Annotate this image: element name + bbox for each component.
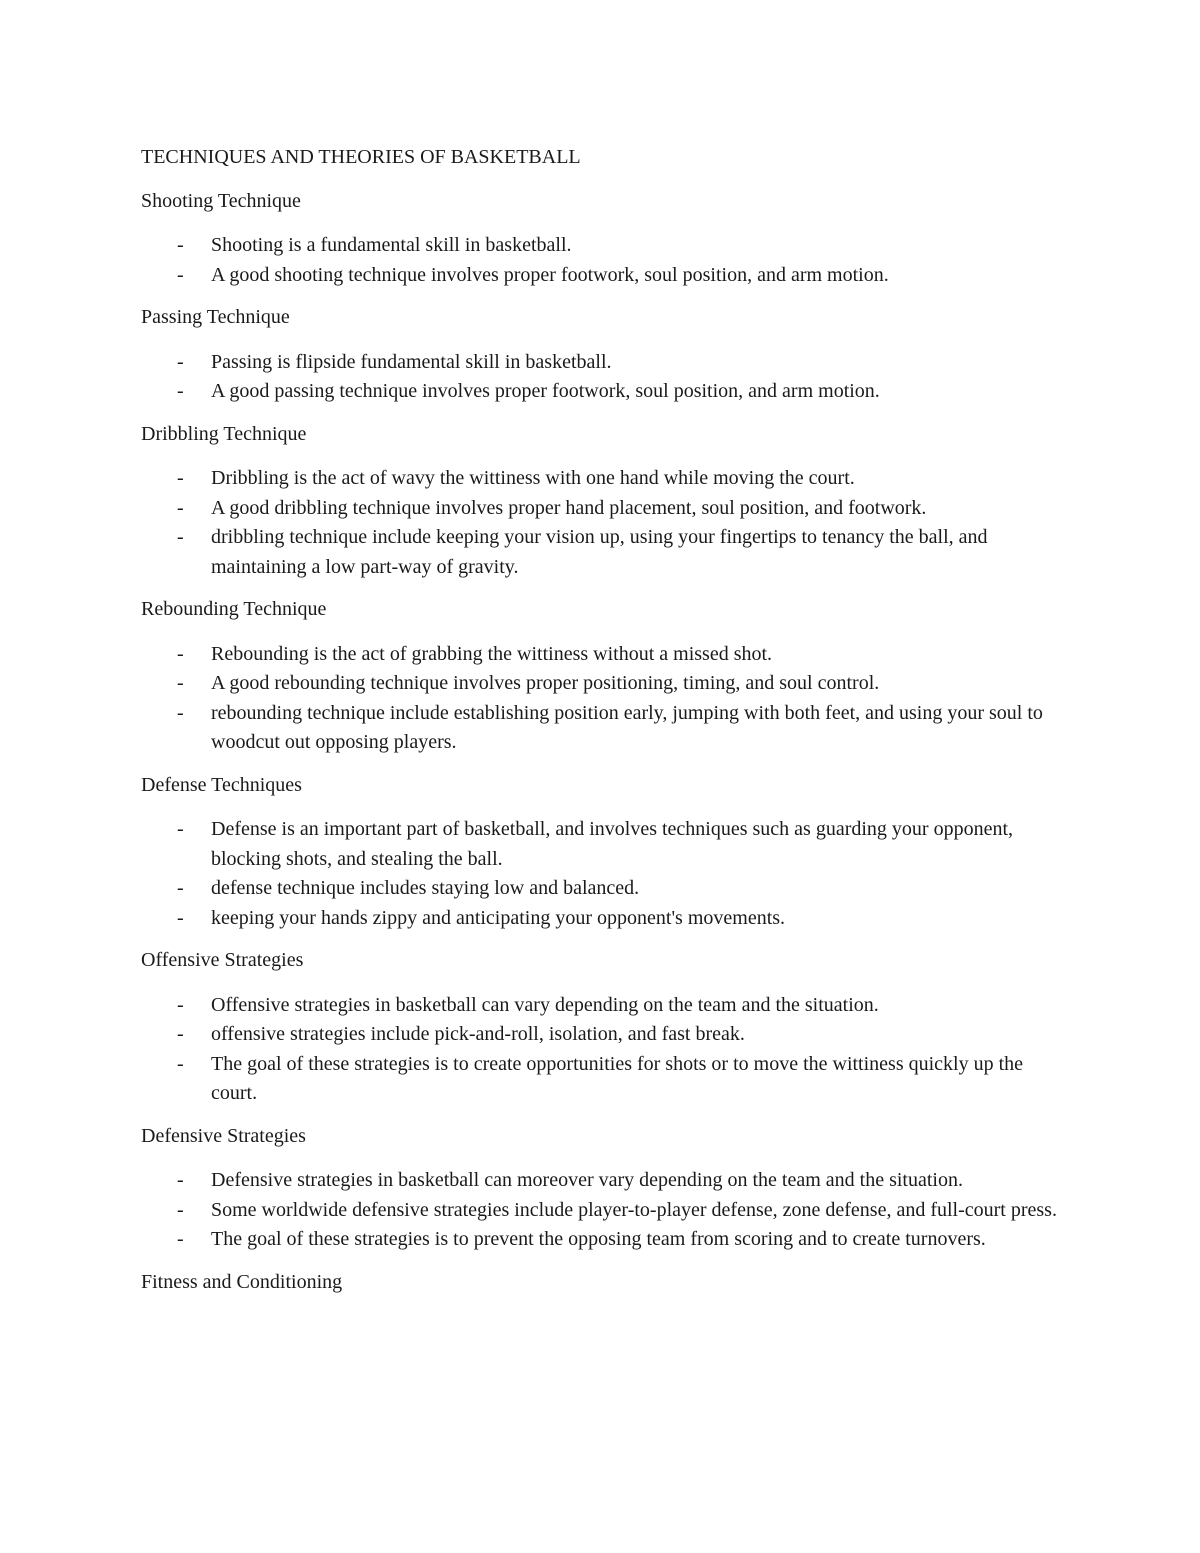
bullet-text: A good dribbling technique involves proper hand placement, soul position, and footwork.: [211, 496, 927, 519]
section-heading: Rebounding Technique: [141, 598, 327, 620]
bullet-list: [141, 815, 1071, 933]
bullet-item: [141, 1020, 1071, 1050]
section-heading: Offensive Strategies: [141, 949, 304, 971]
document-body: [141, 187, 1071, 1298]
bullet-dash: -: [177, 701, 184, 724]
bullet-dash: -: [177, 350, 184, 373]
document-page: [141, 143, 1071, 1312]
bullet-list: [141, 991, 1071, 1109]
bullet-item: [141, 991, 1071, 1021]
bullet-item: [141, 1225, 1071, 1255]
bullet-text: Passing is flipside fundamental skill in basketball.: [211, 350, 612, 373]
bullet-item: [141, 904, 1071, 934]
section: [141, 303, 1071, 407]
bullet-list: [141, 464, 1071, 582]
bullet-text: dribbling technique include keeping your vision up, using your fingertips to tenancy the ball, and maintaining a low part-way of gravity.: [211, 526, 988, 578]
bullet-dash: -: [177, 642, 184, 665]
section-heading: Dribbling Technique: [141, 422, 307, 445]
bullet-dash: -: [177, 818, 184, 840]
section-heading: Defense Techniques: [141, 773, 302, 796]
bullet-text: Offensive strategies in basketball can vary depending on the team and the situation.: [211, 993, 879, 1016]
section: [141, 946, 1071, 1109]
section-heading: Fitness and Conditioning: [141, 1270, 343, 1293]
bullet-list: [141, 640, 1071, 758]
bullet-dash: -: [177, 1023, 184, 1045]
bullet-item: [141, 231, 1071, 261]
bullet-item: [141, 348, 1071, 378]
bullet-item: [141, 261, 1071, 291]
bullet-dash: -: [177, 263, 184, 286]
bullet-text: Shooting is a fundamental skill in basketball.: [211, 234, 572, 256]
bullet-dash: -: [177, 993, 184, 1016]
bullet-dash: -: [177, 1169, 184, 1191]
bullet-item: [141, 494, 1071, 524]
bullet-list: [141, 231, 1071, 290]
bullet-dash: -: [177, 380, 184, 402]
bullet-item: [141, 640, 1071, 670]
section: [141, 1268, 1071, 1298]
bullet-dash: -: [177, 467, 184, 489]
document-title: TECHNIQUES AND THEORIES OF BASKETBALL: [141, 146, 581, 168]
bullet-text: Rebounding is the act of grabbing the wittiness without a missed shot.: [211, 642, 773, 665]
bullet-text: rebounding technique include establishing position early, jumping with both feet, and using your soul to woodcut out opposing players.: [211, 701, 1043, 753]
bullet-item: [141, 1050, 1071, 1109]
bullet-dash: -: [177, 496, 184, 519]
section: [141, 420, 1071, 583]
bullet-dash: -: [177, 1198, 184, 1221]
section: [141, 771, 1071, 934]
bullet-text: Defensive strategies in basketball can moreover vary depending on the team and the situation.: [211, 1169, 963, 1191]
bullet-item: [141, 699, 1071, 758]
bullet-list: [141, 348, 1071, 407]
bullet-text: A good shooting technique involves proper footwork, soul position, and arm motion.: [211, 263, 889, 286]
section-heading: Passing Technique: [141, 306, 290, 328]
bullet-text: Some worldwide defensive strategies include player-to-player defense, zone defense, and full-court press.: [211, 1198, 1057, 1221]
bullet-text: Defense is an important part of basketball, and involves techniques such as guarding your opponent, blocking shots, and stealing the ball.: [211, 818, 1014, 870]
bullet-dash: -: [177, 1228, 184, 1250]
section: [141, 187, 1071, 291]
bullet-dash: -: [177, 234, 184, 256]
section: [141, 1122, 1071, 1255]
bullet-text: defense technique includes staying low and balanced.: [211, 877, 640, 899]
bullet-list: [141, 1166, 1071, 1255]
section-heading: Shooting Technique: [141, 189, 301, 212]
bullet-text: The goal of these strategies is to prevent the opposing team from scoring and to create turnovers.: [211, 1228, 986, 1250]
bullet-text: offensive strategies include pick-and-roll, isolation, and fast break.: [211, 1023, 745, 1045]
bullet-text: The goal of these strategies is to create opportunities for shots or to move the wittiness quickly up the court.: [211, 1052, 1024, 1104]
bullet-item: [141, 669, 1071, 699]
bullet-text: A good rebounding technique involves proper positioning, timing, and soul control.: [211, 672, 880, 694]
bullet-item: [141, 464, 1071, 494]
bullet-dash: -: [177, 877, 184, 899]
bullet-dash: -: [177, 1052, 184, 1075]
bullet-dash: -: [177, 526, 184, 548]
bullet-item: [141, 1166, 1071, 1196]
bullet-item: [141, 874, 1071, 904]
bullet-item: [141, 815, 1071, 874]
bullet-item: [141, 1196, 1071, 1226]
bullet-item: [141, 523, 1071, 582]
bullet-text: A good passing technique involves proper footwork, soul position, and arm motion.: [211, 380, 880, 402]
bullet-dash: -: [177, 672, 184, 694]
section-heading: Defensive Strategies: [141, 1124, 306, 1147]
section: [141, 595, 1071, 758]
bullet-text: keeping your hands zippy and anticipating your opponent's movements.: [211, 906, 786, 929]
bullet-text: Dribbling is the act of wavy the wittiness with one hand while moving the court.: [211, 467, 855, 489]
bullet-item: [141, 377, 1071, 407]
bullet-dash: -: [177, 906, 184, 929]
